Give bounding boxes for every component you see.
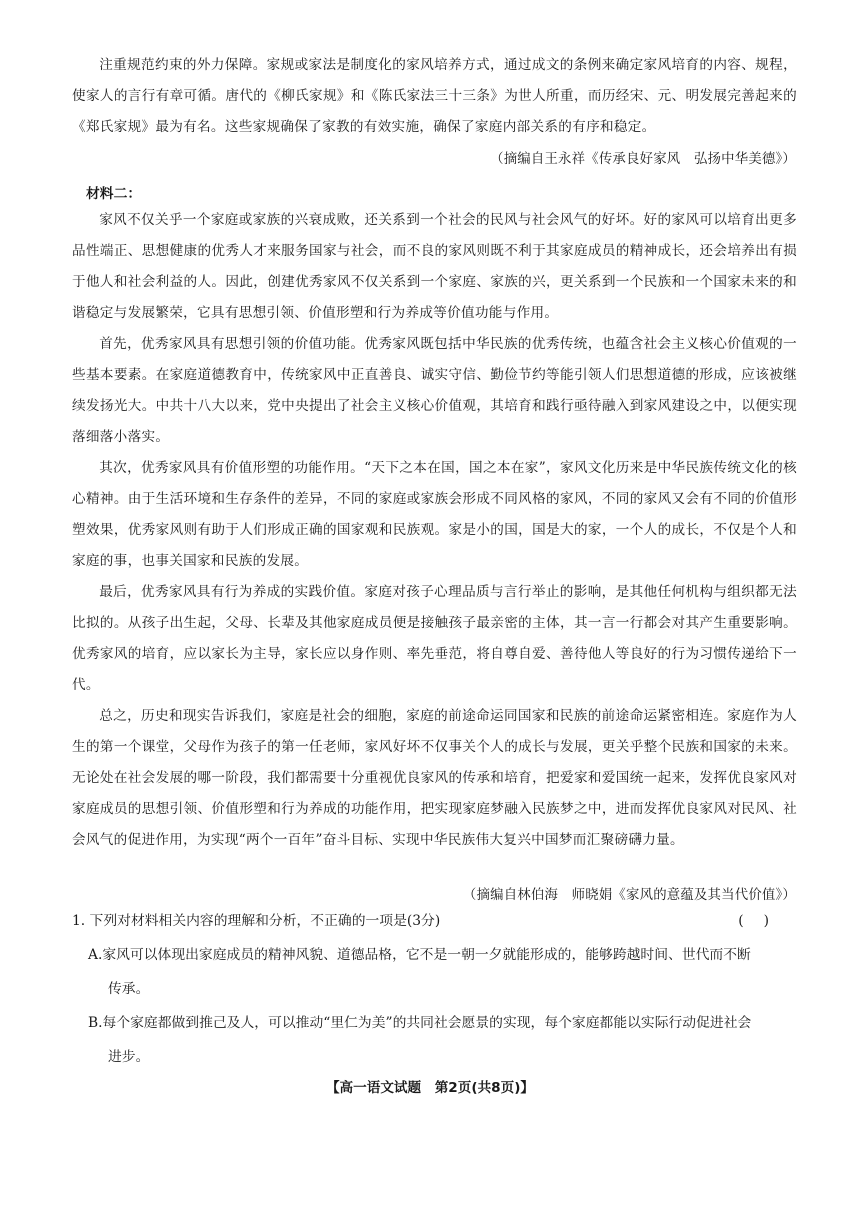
option-a-continuation: 传承。 (108, 981, 150, 997)
page-footer: 【高一语文试题 第2页(共8页)】 (325, 1080, 535, 1096)
material2-source: （摘编自林伯海 师晓娟《家风的意蕴及其当代价值》） (462, 888, 796, 903)
material2-paragraph-4: 最后，优秀家风具有行为养成的实践价值。家庭对孩子心理品质与言行举止的影响，是其他任何机构与组织都无法比拟的。从孩子出生起，父母、长辈及其他家庭成员便是接触孩子最亲密的主体，其一言一行都会对其产生重要影响。优秀家风的培育，应以家长为主导，家长应以身作则、率先垂范，将自尊自爱、善待他人等良好的行为习惯传递给下一代。 (72, 584, 797, 693)
option-a-label: A. (88, 947, 103, 963)
question-1-stem: 1. 下列对材料相关内容的理解和分析，不正确的一项是(3分) (72, 913, 441, 929)
material2-paragraph-3: 其次，优秀家风具有价值形塑的功能作用。“天下之本在国，国之本在家”，家风文化历来是中华民族传统文化的核心精神。由于生活环境和生存条件的差异，不同的家庭或家族会形成不同风格的家风，不同的家风又会有不同的价值形塑效果，优秀家风则有助于人们形成正确的国家观和民族观。家是小的国，国是大的家，一个人的成长，不仅是个人和家庭的事，也事关国家和民族的发展。 (72, 460, 797, 569)
option-a-text: 家风可以体现出家庭成员的精神风貌、道德品格，它不是一朝一夕就能形成的，能够跨越时间、世代而不断 (102, 947, 751, 963)
option-a[interactable] (88, 938, 798, 1006)
passage-top-source: （摘编自王永祥《传承良好家风 弘扬中华美德》） (490, 152, 796, 167)
material2-paragraph-1: 家风不仅关乎一个家庭或家族的兴衰成败，还关系到一个社会的民风与社会风气的好坏。好的家风可以培育出更多品性端正、思想健康的优秀人才来服务国家与社会，而不良的家风则既不利于其家庭成员的精神成长，还会培养出有损于他人和社会利益的人。因此，创建优秀家风不仅关系到一个家庭、家族的兴，更关系到一个民族和一个国家未来的和谐稳定与发展繁荣，它具有思想引领、价值形塑和行为养成等价值功能与作用。 (72, 212, 797, 321)
option-b-text: 每个家庭都做到推己及人，可以推动“里仁为美”的共同社会愿景的实现，每个家庭都能以实际行动促进社会 (102, 1015, 752, 1031)
material2-body (72, 205, 797, 856)
material2-paragraph-2: 首先，优秀家风具有思想引领的价值功能。优秀家风既包括中华民族的优秀传统，也蕴含社会主义核心价值观的一些基本要素。在家庭道德教育中，传统家风中正直善良、诚实守信、勤俭节约等能引领人们思想道德的形成，应该被继续发扬光大。中共十八大以来，党中央提出了社会主义核心价值观，其培育和践行亟待融入到家风建设之中，以便实现落细落小落实。 (72, 336, 797, 445)
option-b-label: B. (88, 1015, 103, 1031)
material2-paragraph-5: 总之，历史和现实告诉我们，家庭是社会的细胞，家庭的前途命运同国家和民族的前途命运紧密相连。家庭作为人生的第一个课堂，父母作为孩子的第一任老师，家风好坏不仅事关个人的成长与发展，更关乎整个民族和国家的未来。无论处在社会发展的哪一阶段，我们都需要十分重视优良家风的传承和培育，把爱家和爱国统一起来，发挥优良家风对家庭成员的思想引领、价值形塑和行为养成的功能作用，把实现家庭梦融入民族梦之中，进而发挥优良家风对民风、社会风气的促进作用，为实现“两个一百年”奋斗目标、实现中华民族伟大复兴中国梦而汇聚磅礴力量。 (72, 708, 797, 848)
passage-top-paragraph: 注重规范约束的外力保障。家规或家法是制度化的家风培养方式，通过成文的条例来确定家风培育的内容、规程，使家人的言行有章可循。唐代的《柳氏家规》和《陈氏家法三十三条》为世人所重，而历经宋、元、明发展完善起来的《郑氏家规》最为有名。这些家规确保了家教的有效实施，确保了家庭内部关系的有序和稳定。 (72, 57, 797, 135)
option-b[interactable] (88, 1006, 798, 1074)
option-b-continuation: 进步。 (108, 1049, 150, 1065)
material2-heading: 材料二： (86, 186, 142, 202)
passage-top (72, 50, 797, 143)
question-1 (72, 904, 797, 938)
answer-blank[interactable]: () (738, 913, 789, 929)
